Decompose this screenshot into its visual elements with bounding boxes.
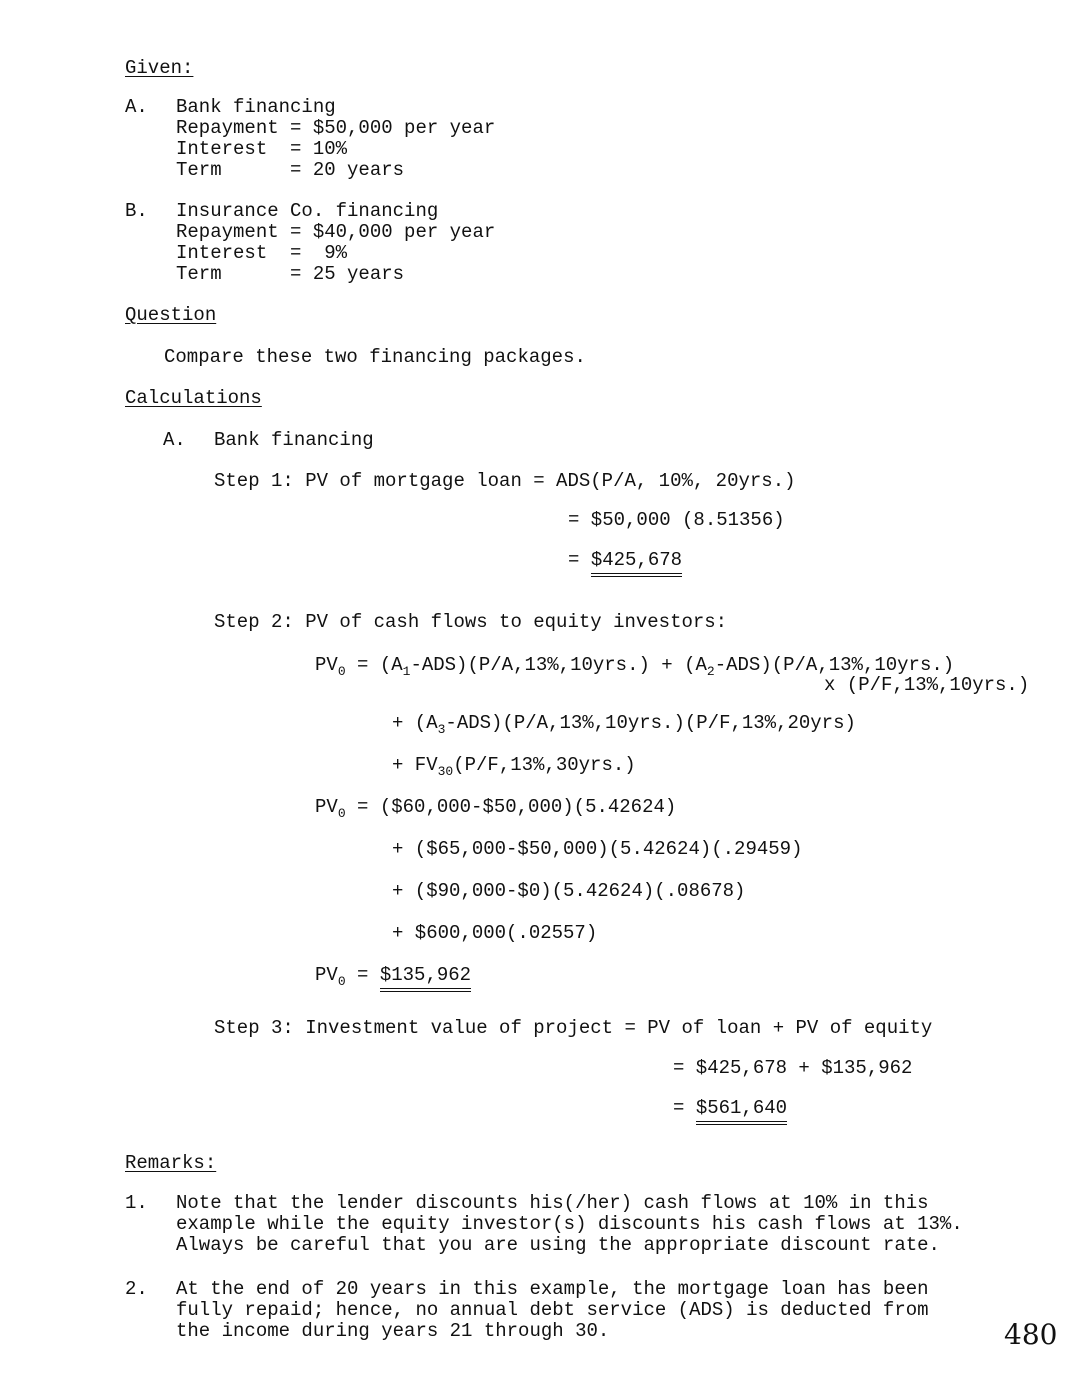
remark-line: the income during years 21 through 30. [176, 1320, 610, 1342]
step3-result-line [673, 1098, 787, 1125]
step1-line2: = $50,000 (8.51356) [568, 509, 785, 531]
equals-sign: = [673, 1097, 685, 1119]
remarks-heading: Remarks: [125, 1152, 217, 1174]
formula-part: + (A [392, 712, 438, 734]
question-text: Compare these two financing packages. [164, 346, 586, 368]
remark-line: At the end of 20 years in this example, the mortgage loan has been [176, 1278, 929, 1300]
step3-label: Step 3: Investment value of project = PV of loan + PV of equity [214, 1017, 933, 1039]
page-number: 480 [1004, 1318, 1058, 1351]
numeric-line-4: + $600,000(.02557) [392, 922, 598, 944]
numeric-line-3: + ($90,000-$0)(5.42624)(.08678) [392, 880, 746, 902]
formula-part: + FV [392, 754, 438, 776]
step1-result: $425,678 [591, 550, 682, 577]
remark-marker: 2. [125, 1278, 148, 1300]
formula-part: -ADS)(P/A,13%,10yrs.) [714, 654, 955, 676]
formula-part: -ADS)(P/A,13%,10yrs.) + (A [410, 654, 707, 676]
formula-continuation: x (P/F,13%,10yrs.) [824, 674, 1030, 696]
pv-symbol: PV [315, 796, 338, 818]
pv-numeric-line [315, 796, 677, 821]
numeric-part: = ($60,000-$50,000)(5.42624) [357, 796, 677, 818]
remark-line: Always be careful that you are using the appropriate discount rate. [176, 1234, 940, 1256]
given-b-row: Term = 25 years [176, 263, 405, 285]
pv-formula-line [315, 654, 955, 679]
pv-subscript: 0 [337, 664, 346, 679]
remark-line: Note that the lender discounts his(/her) cash flows at 10% in this [176, 1192, 929, 1214]
equals-sign: = [357, 964, 369, 986]
formula-subscript: 3 [437, 722, 446, 737]
section-marker: A. [163, 429, 186, 451]
given-a-marker: A. [125, 96, 148, 118]
pv-subscript: 0 [337, 974, 346, 989]
formula-part: = (A [357, 654, 403, 676]
pv-symbol: PV [315, 654, 338, 676]
step1-result-line [568, 550, 682, 577]
pv-subscript: 0 [337, 806, 346, 821]
given-b-row: Repayment = $40,000 per year [176, 221, 496, 243]
equals-sign: = [568, 549, 580, 571]
calculations-heading: Calculations [125, 387, 262, 409]
section-title: Bank financing [214, 429, 374, 451]
formula-part: -ADS)(P/A,13%,10yrs.)(P/F,13%,20yrs) [445, 712, 856, 734]
formula-line-2 [392, 712, 856, 737]
pv-symbol: PV [315, 964, 338, 986]
remark-marker: 1. [125, 1192, 148, 1214]
step2-label: Step 2: PV of cash flows to equity investors: [214, 611, 728, 633]
given-b-marker: B. [125, 200, 148, 222]
given-b-title: Insurance Co. financing [176, 200, 439, 222]
question-heading: Question [125, 304, 217, 326]
step2-result: $135,962 [380, 965, 471, 992]
given-b-row: Interest = 9% [176, 242, 348, 264]
remark-line: fully repaid; hence, no annual debt service (ADS) is deducted from [176, 1299, 929, 1321]
formula-part: (P/F,13%,30yrs.) [453, 754, 636, 776]
formula-line-3 [392, 754, 636, 779]
formula-subscript: 1 [402, 664, 411, 679]
step3-result: $561,640 [696, 1098, 787, 1125]
formula-subscript: 30 [437, 764, 454, 779]
pv-result-line [315, 965, 471, 992]
given-a-row: Term = 20 years [176, 159, 405, 181]
remark-line: example while the equity investor(s) discounts his cash flows at 13%. [176, 1213, 963, 1235]
formula-subscript: 2 [706, 664, 715, 679]
step1-label: Step 1: PV of mortgage loan = ADS(P/A, 10%, 20yrs.) [214, 470, 796, 492]
given-heading: Given: [125, 57, 194, 79]
given-a-row: Repayment = $50,000 per year [176, 117, 496, 139]
given-a-title: Bank financing [176, 96, 336, 118]
step3-line2: = $425,678 + $135,962 [673, 1057, 913, 1079]
given-a-row: Interest = 10% [176, 138, 348, 160]
numeric-line-2: + ($65,000-$50,000)(5.42624)(.29459) [392, 838, 803, 860]
